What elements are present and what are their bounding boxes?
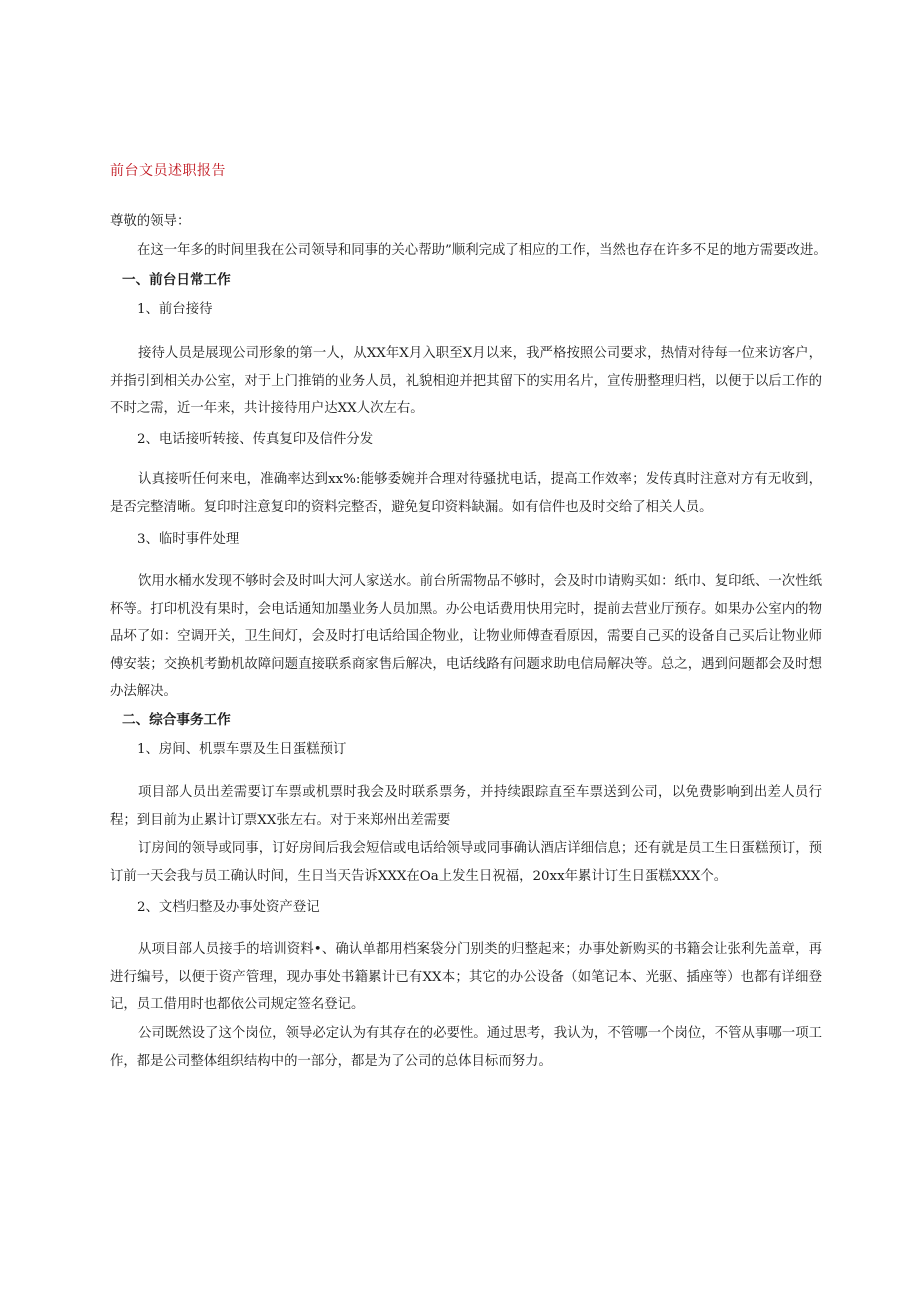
section-2-item-1-body: 项目部人员出差需要订车票或机票时我会及时联系票务，并持续跟踪直至车票送到公司，以免费影响到出差人员行程；到目前为止累计订票XX张左右。对于来郑州出差需要 [110, 785, 822, 828]
section-2-item-2-body: 从项目部人员接手的培训资料•、确认单都用档案袋分门别类的归整起来；办事处新购买的书籍会让张利先盖章，再进行编号，以便于资产管理，现办事处书籍累计已有XX本；其它的办公设备（如笔记本、光驱、插座等）也都有详细登记，员工借用时也都依公司规定签名登记。 [110, 942, 822, 1012]
section-2-item-1-body-continued: 订房间的领导或同事，订好房间后我会短信或电话给领导或同事确认酒店详细信息；还有就是员工生日蛋糕预订，预订前一天会我与员工确认时间，生日当天告诉XXX在Oa上发生日祝福，20xx年累计订生日蛋糕XXX个。 [110, 841, 822, 884]
closing-paragraph: 公司既然设了这个岗位，领导必定认为有其存在的必要性。通过思考，我认为，不管哪一个岗位，不管从事哪一项工作，都是公司整体组织结构中的一部分，都是为了公司的总体目标而努力。 [110, 1026, 822, 1069]
section-1-item-1-title: 1、前台接待 [137, 302, 213, 317]
section-1-heading: 一、前台日常工作 [122, 272, 231, 288]
section-1-item-3-body: 饮用水桶水发现不够时会及时叫大河人家送水。前台所需物品不够时，会及时巾请购买如：纸巾、复印纸、一次性纸杯等。打印机没有果时，会电话通知加墨业务人员加黑。办公电话费用快用完时，提前去营业厅预存。如果办公室内的物品坏了如：空调开关，卫生间灯，会及时打电话给国企物业，让物业师傅查看原因，需要自己买的设备自己买后让物业师傅安装；交换机考勤机故障问题直接联系商家售后解决，电话线路有问题求助电信局解决等。总之，遇到问题都会及时想办法解决。 [110, 574, 822, 699]
greeting: 尊敬的领导： [110, 214, 191, 229]
section-1-item-2-title: 2、电话接听转接、传真复印及信件分发 [137, 432, 374, 447]
section-1-item-3-title: 3、临时事件处理 [137, 532, 240, 547]
section-2-item-2-title: 2、文档归整及办事处资产登记 [137, 900, 320, 915]
section-2-item-1-title: 1、房间、机票车票及生日蛋糕预订 [137, 742, 347, 757]
intro-paragraph: 在这一年多的时间里我在公司领导和同事的关心帮助”顺利完成了相应的工作，当然也存在许多不足的地方需要改进。 [137, 243, 827, 258]
section-1-item-2-body: 认真接听任何来电，准确率达到xx%:能够委婉并合理对待骚扰电话，提高工作效率；发传真时注意对方有无收到，是否完整清晰。复印时注意复印的资料完整否，避免复印资料缺漏。如有信件也及时交给了相关人员。 [110, 472, 822, 515]
section-2-heading: 二、综合事务工作 [122, 712, 231, 728]
document-title: 前台文员述职报告 [110, 163, 226, 179]
section-1-item-1-body: 接待人员是展现公司形象的第一人，从XX年X月入职至X月以来，我严格按照公司要求，热情对待每一位来访客户，并指引到相关办公室，对于上门推销的业务人员，礼貌相迎并把其留下的实用名片，宣传册整理归档，以便于以后工作的不时之需，近一年来，共计接待用户达XX人次左右。 [110, 346, 822, 416]
